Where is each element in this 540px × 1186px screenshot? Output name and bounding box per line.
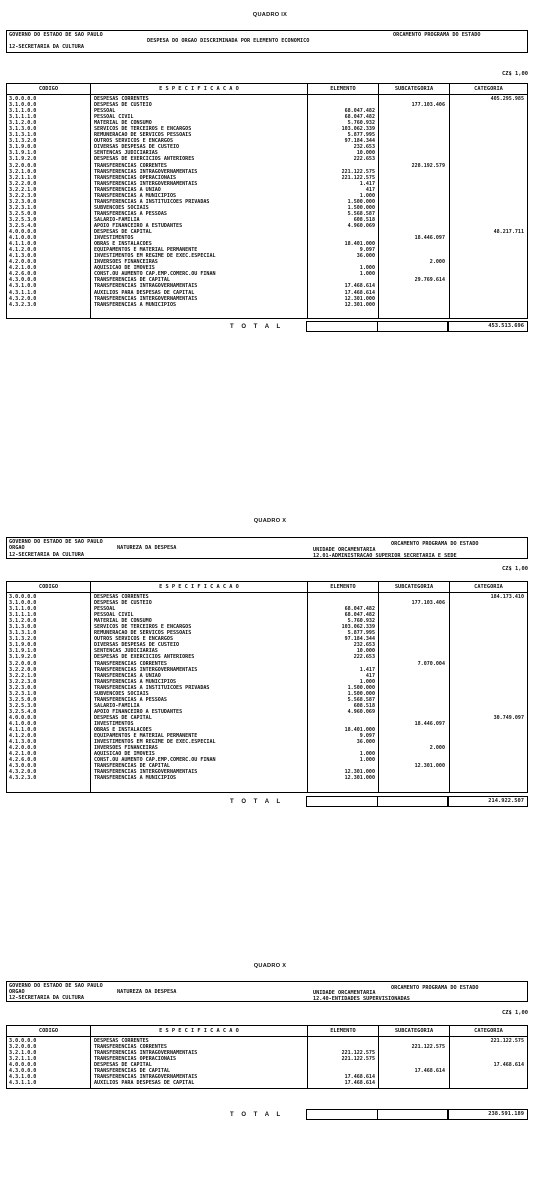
row-spec: PESSOAL [94, 606, 116, 613]
row-spec: INVESTIMENTOS EM REGIME DE EXEC.ESPECIAL [94, 253, 216, 260]
row-elemento: 5.760.932 [347, 618, 375, 625]
header-secretariat: 12-SECRETARIA DA CULTURA [9, 44, 84, 50]
row-spec: DESPESAS DE EXERCICIOS ANTERIORES [94, 654, 195, 661]
quadro-ix-total-row [0, 321, 540, 333]
row-spec: TRANSFERENCIAS INTRAGOVERNAMENTAIS [94, 283, 198, 290]
row-elemento: 10.000 [356, 150, 375, 157]
row-spec: DESPESAS DE CUSTEIO [94, 102, 152, 109]
row-spec: PESSOAL CIVIL [94, 612, 134, 619]
header-unit-name: 12.01-ADMINISTRACAO SUPERIOR SECRETARIA E SEDE [313, 553, 457, 559]
quadro-ix-rows [7, 96, 527, 308]
row-code: 4.3.1.0.0 [9, 283, 37, 290]
total-sub-box [377, 1109, 448, 1120]
row-code: 4.3.0.0.0 [9, 763, 37, 770]
row-spec: DESPESAS CORRENTES [94, 594, 149, 600]
row-subcategoria: 228.192.579 [411, 162, 445, 169]
quadro-x-header [6, 537, 528, 559]
row-spec: TRANSFERENCIAS CORRENTES [94, 1044, 167, 1051]
row-elemento: 17.468.614 [344, 1080, 375, 1087]
row-code: 3.2.1.1.0 [9, 174, 37, 181]
total-elem-box [306, 1109, 378, 1120]
row-code: 3.2.3.0.0 [9, 198, 37, 205]
row-elemento: 5.877.995 [347, 132, 375, 139]
row-spec: SALARIO-FAMILIA [94, 216, 140, 223]
row-code: 3.1.9.2.0 [9, 156, 37, 163]
row-code: 3.2.5.3.0 [9, 702, 37, 709]
row-subcategoria: 18.446.097 [414, 720, 445, 727]
row-spec: AUXILIOS PARA DESPESAS DE CAPITAL [94, 1080, 195, 1087]
row-code: 4.1.2.0.0 [9, 247, 37, 254]
row-code: 3.1.3.0.0 [9, 126, 37, 133]
row-code: 3.1.9.0.0 [9, 144, 37, 151]
row-subcategoria: 221.122.575 [411, 1044, 445, 1051]
row-elemento: 68.047.482 [344, 612, 375, 619]
row-categoria: 30.749.097 [493, 714, 524, 721]
row-spec: CONST.OU AUMENTO CAP.EMP.COMERC.OU FINAN [94, 271, 216, 278]
row-spec: EQUIPAMENTOS E MATERIAL PERMANENTE [94, 733, 198, 740]
row-spec: TRANSFERENCIAS A UNIAO [94, 672, 161, 679]
row-code: 4.0.0.0.0 [9, 714, 37, 721]
total-label: T O T A L [230, 324, 284, 330]
row-code: 3.2.2.1.0 [9, 186, 37, 193]
header-nature: NATUREZA DA DESPESA [117, 989, 177, 995]
row-elemento: 103.062.339 [341, 126, 375, 133]
row-elemento: 9.097 [359, 247, 375, 254]
row-code: 3.2.5.3.0 [9, 216, 37, 223]
row-spec: DESPESAS DE CAPITAL [94, 714, 152, 721]
total-elem-box [306, 321, 378, 332]
row-spec: TRANSFERENCIAS OPERACIONAIS [94, 174, 177, 181]
row-subcategoria: 177.103.406 [411, 600, 445, 607]
row-spec: TRANSFERENCIAS A MUNICIPIOS [94, 678, 177, 685]
row-spec: OUTROS SERVICOS E ENCARGOS [94, 636, 174, 643]
row-spec: SERVICOS DE TERCEIROS E ENCARGOS [94, 126, 192, 133]
row-code: 4.1.3.0.0 [9, 253, 37, 260]
row-elemento: 221.122.575 [341, 1056, 375, 1063]
total-elem-box [306, 796, 378, 807]
row-code: 3.2.3.1.0 [9, 690, 37, 697]
row-elemento: 18.401.000 [344, 241, 375, 248]
row-elemento: 36.000 [356, 253, 375, 260]
row-elemento: 10.000 [356, 648, 375, 655]
row-elemento: 232.653 [353, 642, 375, 649]
row-elemento: 608.518 [353, 216, 375, 223]
row-spec: SENTENCAS JUDICIARIAS [94, 150, 158, 157]
total-cat-value: 214.922.507 [448, 796, 528, 807]
row-code: 3.1.3.2.0 [9, 138, 37, 145]
quadro-ix-title: QUADRO IX [252, 12, 288, 18]
header-nature: NATUREZA DA DESPESA [117, 545, 177, 551]
row-spec: TRANSFERENCIAS INTRAGOVERNAMENTAIS [94, 1074, 198, 1081]
col-spec-header: E S P E C I F I C A C A O [159, 584, 239, 590]
row-spec: DESPESAS DE CUSTEIO [94, 600, 152, 607]
row-subcategoria: 18.446.097 [414, 235, 445, 242]
row-spec: DESPESAS DE CAPITAL [94, 1062, 152, 1069]
col-cat-header: CATEGORIA [474, 1028, 503, 1034]
row-code: 3.2.3.1.0 [9, 204, 37, 211]
header-secretariat: 12-SECRETARIA DA CULTURA [9, 552, 84, 558]
row-spec: TRANSFERENCIAS A MUNICIPIOS [94, 775, 177, 782]
row-elemento: 1.417 [359, 666, 375, 673]
row-spec: TRANSFERENCIAS INTRAGOVERNAMENTAIS [94, 168, 198, 175]
row-spec: TRANSFERENCIAS INTERGOVERNAMENTAIS [94, 295, 198, 302]
row-code: 4.1.0.0.0 [9, 235, 37, 242]
row-subcategoria: 17.468.614 [414, 1068, 445, 1075]
row-subcategoria: 7.070.004 [417, 660, 445, 667]
row-code: 3.2.1.0.0 [9, 168, 37, 175]
row-code: 3.1.9.0.0 [9, 642, 37, 649]
row-code: 3.1.0.0.0 [9, 600, 37, 607]
row-code: 3.0.0.0.0 [9, 96, 37, 102]
row-categoria: 17.468.614 [493, 1062, 524, 1069]
row-elemento: 1.500.000 [347, 690, 375, 697]
quadro-x-rows [7, 594, 527, 781]
row-spec: INVERSOES FINANCEIRAS [94, 745, 158, 752]
row-elemento: 221.122.575 [341, 168, 375, 175]
row-spec: DIVERSAS DESPESAS DE CUSTEIO [94, 642, 180, 649]
row-elemento: 97.184.344 [344, 138, 375, 145]
row-code: 3.2.3.0.0 [9, 684, 37, 691]
row-code: 3.2.0.0.0 [9, 162, 37, 169]
total-cat-value: 453.513.696 [448, 321, 528, 332]
header-description: DESPESA DO ORGAO DISCRIMINADA POR ELEMENTO ECONOMICO [147, 38, 310, 44]
row-spec: TRANSFERENCIAS CORRENTES [94, 162, 167, 169]
row-spec: TRANSFERENCIAS A INSTITUICOES PRIVADAS [94, 198, 210, 205]
header-government: GOVERNO DO ESTADO DE SAO PAULO [9, 983, 103, 989]
total-sub-box [377, 796, 448, 807]
row-code: 4.3.2.3.0 [9, 301, 37, 308]
row-elemento: 12.301.000 [344, 295, 375, 302]
header-unit: UNIDADE ORCAMENTARIA [313, 547, 376, 553]
row-elemento: 103.062.339 [341, 624, 375, 631]
total-sub-box [377, 321, 448, 332]
col-sub-header: SUBCATEGORIA [394, 584, 434, 590]
col-elem-header: ELEMENTO [330, 86, 356, 92]
row-code: 4.3.1.1.0 [9, 289, 37, 296]
row-code: 3.2.2.0.0 [9, 666, 37, 673]
col-elem-header: ELEMENTO [330, 584, 356, 590]
row-elemento: 36.000 [356, 739, 375, 746]
row-spec: TRANSFERENCIAS INTERGOVERNAMENTAIS [94, 769, 198, 776]
row-code: 4.2.6.0.0 [9, 757, 37, 764]
total-label: T O T A L [230, 799, 284, 805]
col-cat-header: CATEGORIA [474, 86, 503, 92]
row-code: 3.1.2.0.0 [9, 618, 37, 625]
row-elemento: 5.568.587 [347, 210, 375, 217]
row-code: 3.1.3.1.0 [9, 630, 37, 637]
row-code: 3.2.2.3.0 [9, 678, 37, 685]
row-code: 3.1.0.0.0 [9, 102, 37, 109]
row-code: 3.1.2.0.0 [9, 120, 37, 127]
row-code: 3.2.1.1.0 [9, 1056, 37, 1063]
col-spec-header: E S P E C I F I C A C A O [159, 86, 239, 92]
row-code: 3.2.5.4.0 [9, 222, 37, 229]
row-spec: SERVICOS DE TERCEIROS E ENCARGOS [94, 624, 192, 631]
row-code: 4.3.0.0.0 [9, 1068, 37, 1075]
row-spec: AUXILIOS PARA DESPESAS DE CAPITAL [94, 289, 195, 296]
row-elemento: 17.468.614 [344, 1074, 375, 1081]
row-elemento: 12.301.000 [344, 301, 375, 308]
row-elemento: 17.468.614 [344, 289, 375, 296]
row-code: 3.1.9.2.0 [9, 654, 37, 661]
quadro-x-table [6, 581, 528, 793]
row-code: 3.2.0.0.0 [9, 660, 37, 667]
header-government: GOVERNO DO ESTADO DE SAO PAULO [9, 32, 103, 38]
row-code: 4.3.0.0.0 [9, 277, 37, 284]
row-code: 4.0.0.0.0 [9, 229, 37, 236]
row-spec: TRANSFERENCIAS A MUNICIPIOS [94, 192, 177, 199]
row-code: 4.2.6.0.0 [9, 271, 37, 278]
currency-label: CZ$ 1,00 [502, 71, 528, 77]
row-code: 4.1.2.0.0 [9, 733, 37, 740]
header-secretariat: 12-SECRETARIA DA CULTURA [9, 995, 84, 1001]
quadro-x2-table [6, 1025, 528, 1089]
row-spec: INVESTIMENTOS [94, 235, 134, 242]
header-budget-program: ORCAMENTO PROGRAMA DO ESTADO [391, 985, 479, 991]
quadro-x-total-row [0, 796, 540, 808]
currency-label: CZ$ 1,00 [502, 1010, 528, 1016]
row-code: 4.1.1.0.0 [9, 241, 37, 248]
row-spec: TRANSFERENCIAS A PESSOAS [94, 210, 167, 217]
total-cat-value: 238.591.189 [448, 1109, 528, 1120]
row-spec: INVESTIMENTOS [94, 720, 134, 727]
row-spec: DESPESAS DE EXERCICIOS ANTERIORES [94, 156, 195, 163]
row-elemento: 17.468.614 [344, 283, 375, 290]
header-unit-name: 12.40-ENTIDADES SUPERVISIONADAS [313, 996, 410, 1002]
row-elemento: 1.000 [359, 265, 375, 272]
row-subcategoria: 2.000 [429, 259, 445, 266]
row-spec: SENTENCAS JUDICIARIAS [94, 648, 158, 655]
row-code: 4.1.1.0.0 [9, 727, 37, 734]
row-elemento: 1.417 [359, 180, 375, 187]
row-spec: MATERIAL DE CONSUMO [94, 120, 152, 127]
row-subcategoria: 12.301.000 [414, 763, 445, 770]
col-spec-header: E S P E C I F I C A C A O [159, 1028, 239, 1034]
header-unit: UNIDADE ORCAMENTARIA [313, 990, 376, 996]
quadro-ix-table [6, 83, 528, 319]
row-spec: MATERIAL DE CONSUMO [94, 618, 152, 625]
row-subcategoria: 177.103.406 [411, 102, 445, 109]
row-code: 3.2.0.0.0 [9, 1044, 37, 1051]
row-code: 4.3.2.3.0 [9, 775, 37, 782]
row-elemento: 5.877.995 [347, 630, 375, 637]
row-elemento: 221.122.575 [341, 174, 375, 181]
row-spec: TRANSFERENCIAS OPERACIONAIS [94, 1056, 177, 1063]
row-spec: INVERSOES FINANCEIRAS [94, 259, 158, 266]
row-spec: APOIO FINANCEIRO A ESTUDANTES [94, 708, 183, 715]
row-spec: TRANSFERENCIAS DE CAPITAL [94, 1068, 170, 1075]
row-subcategoria: 2.000 [429, 745, 445, 752]
row-elemento: 1.000 [359, 192, 375, 199]
quadro-x2-title: QUADRO X [253, 963, 287, 969]
currency-label: CZ$ 1,00 [502, 566, 528, 572]
row-elemento: 4.960.069 [347, 222, 375, 229]
header-orgao: ORGAO [9, 545, 25, 551]
row-code: 3.2.2.1.0 [9, 672, 37, 679]
row-code: 4.2.0.0.0 [9, 259, 37, 266]
row-code: 4.3.2.0.0 [9, 295, 37, 302]
row-spec: PESSOAL CIVIL [94, 114, 134, 121]
row-code: 3.1.9.1.0 [9, 648, 37, 655]
row-elemento: 5.568.587 [347, 696, 375, 703]
row-elemento: 1.500.000 [347, 204, 375, 211]
row-spec: TRANSFERENCIAS A MUNICIPIOS [94, 301, 177, 308]
row-code: 3.1.3.2.0 [9, 636, 37, 643]
row-elemento: 5.760.932 [347, 120, 375, 127]
row-code: 3.0.0.0.0 [9, 594, 37, 600]
row-categoria: 405.295.985 [490, 96, 524, 102]
row-spec: CONST.OU AUMENTO CAP.EMP.COMERC.OU FINAN [94, 757, 216, 764]
row-spec: TRANSFERENCIAS DE CAPITAL [94, 277, 170, 284]
row-elemento: 222.653 [353, 156, 375, 163]
row-code: 3.1.9.1.0 [9, 150, 37, 157]
row-elemento: 68.047.482 [344, 606, 375, 613]
quadro-x2-header [6, 981, 528, 1002]
row-spec: EQUIPAMENTOS E MATERIAL PERMANENTE [94, 247, 198, 254]
row-elemento: 222.653 [353, 654, 375, 661]
row-elemento: 221.122.575 [341, 1050, 375, 1057]
row-spec: TRANSFERENCIAS A INSTITUICOES PRIVADAS [94, 684, 210, 691]
row-code: 3.2.5.0.0 [9, 696, 37, 703]
row-code: 3.2.1.0.0 [9, 1050, 37, 1057]
quadro-ix-header [6, 30, 528, 53]
row-elemento: 1.500.000 [347, 198, 375, 205]
col-sub-header: SUBCATEGORIA [394, 1028, 434, 1034]
col-code-header: CODIGO [38, 584, 59, 590]
row-elemento: 1.500.000 [347, 684, 375, 691]
row-elemento: 12.301.000 [344, 769, 375, 776]
row-subcategoria: 29.769.614 [414, 277, 445, 284]
row-spec: TRANSFERENCIAS DE CAPITAL [94, 763, 170, 770]
row-elemento: 68.047.482 [344, 108, 375, 115]
table-row [7, 302, 527, 308]
row-categoria: 48.217.711 [493, 229, 524, 236]
row-code: 3.2.5.4.0 [9, 708, 37, 715]
row-elemento: 1.000 [359, 678, 375, 685]
row-spec: DESPESAS CORRENTES [94, 1038, 149, 1044]
row-code: 4.3.1.0.0 [9, 1074, 37, 1081]
row-code: 3.1.1.1.0 [9, 114, 37, 121]
row-code: 4.2.1.0.0 [9, 265, 37, 272]
row-elemento: 68.047.482 [344, 114, 375, 121]
row-spec: OBRAS E INSTALACOES [94, 727, 152, 734]
row-code: 4.3.1.1.0 [9, 1080, 37, 1087]
row-spec: INVESTIMENTOS EM REGIME DE EXEC.ESPECIAL [94, 739, 216, 746]
row-code: 3.1.3.0.0 [9, 624, 37, 631]
row-code: 3.1.1.0.0 [9, 606, 37, 613]
col-code-header: CODIGO [38, 1028, 59, 1034]
row-spec: REMUNERACAO DE SERVICOS PESSOAIS [94, 132, 192, 139]
row-code: 4.1.0.0.0 [9, 720, 37, 727]
table-row [7, 775, 527, 781]
row-code: 4.1.3.0.0 [9, 739, 37, 746]
row-code: 3.0.0.0.0 [9, 1038, 37, 1044]
row-spec: TRANSFERENCIAS A UNIAO [94, 186, 161, 193]
row-spec: SUBVENCOES SOCIAIS [94, 204, 149, 211]
row-code: 3.1.1.1.0 [9, 612, 37, 619]
row-code: 4.2.0.0.0 [9, 745, 37, 752]
table-row [7, 1080, 527, 1086]
quadro-x-title: QUADRO X [253, 518, 287, 524]
row-code: 3.2.2.0.0 [9, 180, 37, 187]
row-code: 3.1.1.0.0 [9, 108, 37, 115]
row-elemento: 417 [365, 186, 375, 193]
header-budget-program: ORCAMENTO PROGRAMA DO ESTADO [393, 32, 481, 38]
row-elemento: 1.000 [359, 751, 375, 758]
row-spec: OBRAS E INSTALACOES [94, 241, 152, 248]
row-spec: PESSOAL [94, 108, 116, 115]
row-code: 4.0.0.0.0 [9, 1062, 37, 1069]
row-elemento: 417 [365, 672, 375, 679]
row-code: 3.2.5.0.0 [9, 210, 37, 217]
row-categoria: 184.173.410 [490, 594, 524, 600]
row-spec: DIVERSAS DESPESAS DE CUSTEIO [94, 144, 180, 151]
row-spec: SALARIO-FAMILIA [94, 702, 140, 709]
row-spec: TRANSFERENCIAS A PESSOAS [94, 696, 167, 703]
row-elemento: 12.301.000 [344, 775, 375, 782]
header-orgao: ORGAO [9, 989, 25, 995]
row-spec: OUTROS SERVICOS E ENCARGOS [94, 138, 174, 145]
row-spec: TRANSFERENCIAS INTRAGOVERNAMENTAIS [94, 1050, 198, 1057]
quadro-x2-total-row [0, 1109, 540, 1121]
row-elemento: 1.000 [359, 757, 375, 764]
row-spec: TRANSFERENCIAS CORRENTES [94, 660, 167, 667]
row-elemento: 18.401.000 [344, 727, 375, 734]
total-label: T O T A L [230, 1112, 284, 1118]
row-elemento: 232.653 [353, 144, 375, 151]
row-spec: SUBVENCOES SOCIAIS [94, 690, 149, 697]
row-spec: TRANSFERENCIAS INTERGOVERNAMENTAIS [94, 180, 198, 187]
row-spec: REMUNERACAO DE SERVICOS PESSOAIS [94, 630, 192, 637]
row-spec: AQUISICAO DE IMOVEIS [94, 265, 155, 272]
row-spec: TRANSFERENCIAS INTERGOVERNAMENTAIS [94, 666, 198, 673]
row-categoria: 221.122.575 [490, 1038, 524, 1044]
header-budget-program: ORCAMENTO PROGRAMA DO ESTADO [391, 541, 479, 547]
row-spec: DESPESAS DE CAPITAL [94, 229, 152, 236]
col-sub-header: SUBCATEGORIA [394, 86, 434, 92]
row-code: 3.1.3.1.0 [9, 132, 37, 139]
row-spec: APOIO FINANCEIRO A ESTUDANTES [94, 222, 183, 229]
row-elemento: 1.000 [359, 271, 375, 278]
row-code: 4.2.1.0.0 [9, 751, 37, 758]
row-elemento: 97.184.344 [344, 636, 375, 643]
header-government: GOVERNO DO ESTADO DE SAO PAULO [9, 539, 103, 545]
col-elem-header: ELEMENTO [330, 1028, 356, 1034]
col-cat-header: CATEGORIA [474, 584, 503, 590]
row-spec: DESPESAS CORRENTES [94, 96, 149, 102]
row-spec: AQUISICAO DE IMOVEIS [94, 751, 155, 758]
row-elemento: 4.960.069 [347, 708, 375, 715]
row-code: 3.2.2.3.0 [9, 192, 37, 199]
row-elemento: 608.518 [353, 702, 375, 709]
quadro-x2-rows [7, 1038, 527, 1086]
row-code: 4.3.2.0.0 [9, 769, 37, 776]
row-elemento: 9.097 [359, 733, 375, 740]
col-code-header: CODIGO [38, 86, 59, 92]
